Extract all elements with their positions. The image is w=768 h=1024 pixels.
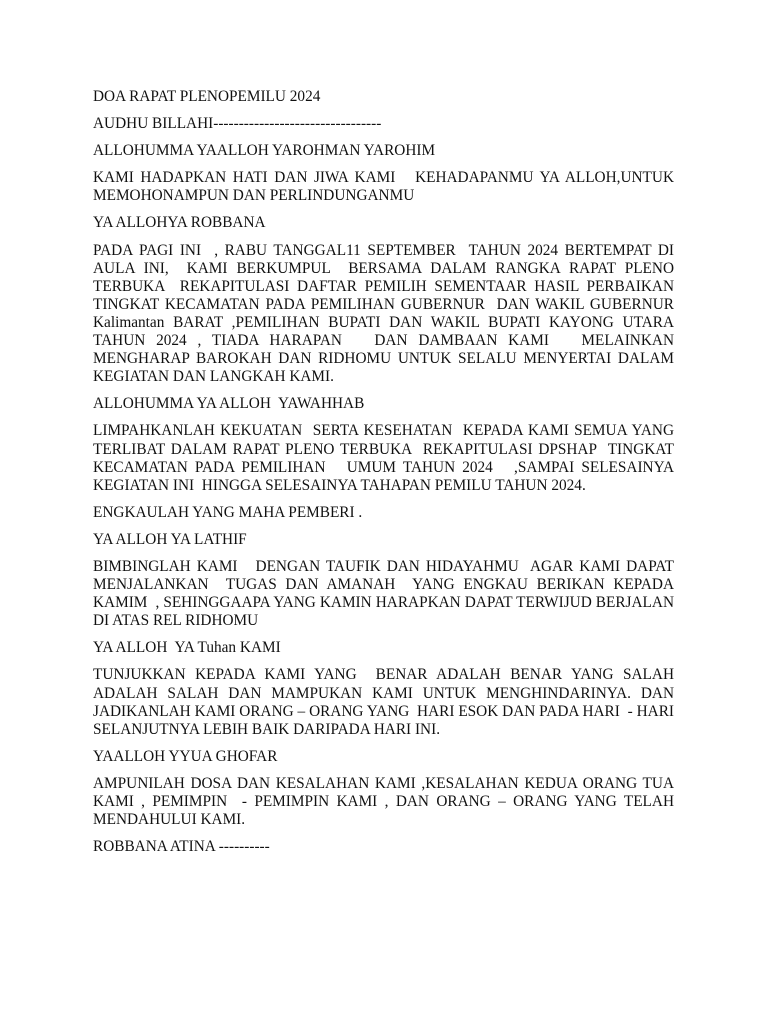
body-paragraph: PADA PAGI INI , RABU TANGGAL11 SEPTEMBER TAHUN 2024 BERTEMPAT DI AULA INI, KAMI BERKUMPUL BERSAMA DALAM RANGKA RAPAT PLENO TERBUKA REKAPITULASI DAFTAR PEMILIH SEMENTAAR HASIL PERBAIKAN TINGKAT KECAMATAN PADA PEMILIHAN GUBERNUR DAN WAKIL GUBERNUR Kalimantan BARAT ,PEMILIHAN BUPATI DAN WAKIL BUPATI KAYONG UTARA TAHUN 2024 , TIADA HARAPAN DAN DAMBAAN KAMI MELAINKAN MENGHARAP BAROKAH DAN RIDHOMU UNTUK SELALU MENYERTAI DALAM KEGIATAN DAN LANGKAH KAMI. [93, 241, 678, 386]
invocation-heading: ALLOHUMMA YA ALLOH YAWAHHAB [93, 395, 365, 413]
invocation-heading: YA ALLOH YA Tuhan KAMI [93, 639, 281, 657]
invocation-heading: YAALLOH YYUA GHOFAR [93, 747, 278, 765]
invocation-heading: YA ALLOHYA ROBBANA [93, 214, 266, 232]
body-paragraph: BIMBINGLAH KAMI DENGAN TAUFIK DAN HIDAYAHMU AGAR KAMI DAPAT MENJALANKAN TUGAS DAN AMANAH YANG ENGKAU BERIKAN KEPADA KAMIM , SEHINGGAAPA YANG KAMIN HARAPKAN DAPAT TERWIJUD BERJALAN DI ATAS REL RIDHOMU [93, 557, 678, 630]
body-paragraph: TUNJUKKAN KEPADA KAMI YANG BENAR ADALAH BENAR YANG SALAH ADALAH SALAH DAN MAMPUKAN KAMI UNTUK MENGHINDARINYA. DAN JADIKANLAH KAMI ORANG – ORANG YANG HARI ESOK DAN PADA HARI - HARI SELANJUTNYA LEBIH BAIK DARIPADA HARI INI. [93, 666, 678, 738]
body-paragraph: ENGKAULAH YANG MAHA PEMBERI . [93, 503, 363, 521]
opening-line: AUDHU BILLAHI--------------------------------- [93, 115, 382, 133]
invocation-heading: ALLOHUMMA YAALLOH YAROHMAN YAROHIM [93, 142, 436, 160]
body-paragraph: LIMPAHKANLAH KEKUATAN SERTA KESEHATAN KEPADA KAMI SEMUA YANG TERLIBAT DALAM RAPAT PLENO TERBUKA REKAPITULASI DPSHAP TINGKAT KECAMATAN PADA PEMILIHAN UMUM TAHUN 2024 ,SAMPAI SELESAINYA KEGIATAN INI HINGGA SELESAINYA TAHAPAN PEMILU TAHUN 2024. [93, 422, 678, 494]
body-paragraph: AMPUNILAH DOSA DAN KESALAHAN KAMI ,KESALAHAN KEDUA ORANG TUA KAMI , PEMIMPIN - PEMIMPIN KAMI , DAN ORANG – ORANG YANG TELAH MENDAHULUI KAMI. [93, 774, 678, 829]
document-title: DOA RAPAT PLENOPEMILU 2024 [93, 88, 321, 105]
closing-line: ROBBANA ATINA ---------- [93, 838, 270, 856]
body-paragraph: KAMI HADAPKAN HATI DAN JIWA KAMI KEHADAPANMU YA ALLOH,UNTUK MEMOHONAMPUN DAN PERLINDUNGANMU [93, 169, 678, 205]
invocation-heading: YA ALLOH YA LATHIF [93, 530, 247, 548]
